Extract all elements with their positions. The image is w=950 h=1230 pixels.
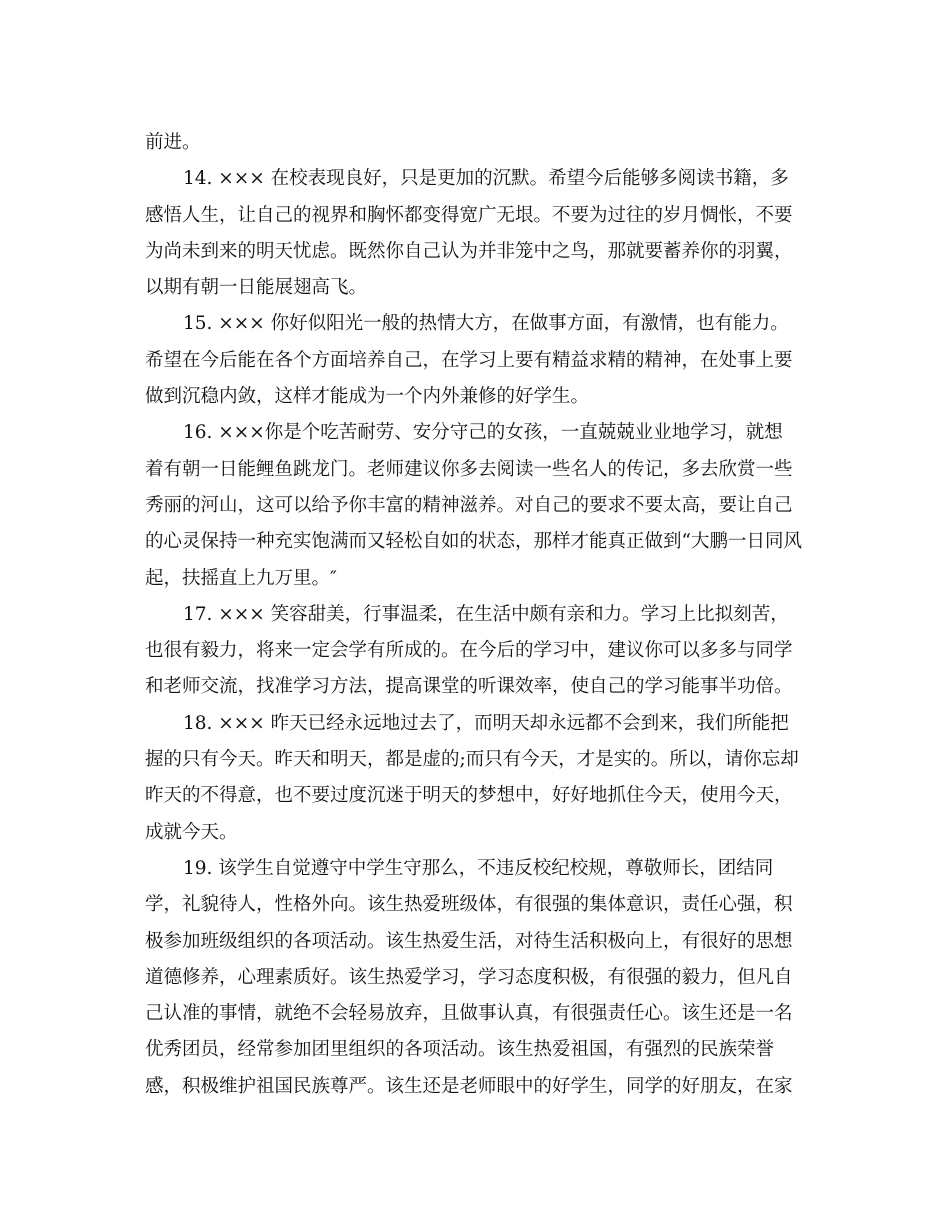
paragraph-first-line: 18. ××× 昨天已经永远地过去了，而明天却永远都不会到来，我们所能把 (183, 712, 789, 734)
paragraph-line: 极参加班级组织的各项活动。该生热爱生活，对待生活积极向上，有很好的思想 (145, 930, 793, 952)
paragraph-line: 的心灵保持一种充实饱满而又轻松自如的状态，那样才能真正做到“大鹏一日同风 (145, 531, 802, 553)
paragraph-line: 感，积极维护祖国民族尊严。该生还是老师眼中的好学生，同学的好朋友，在家 (145, 1075, 793, 1097)
paragraph-line: 感悟人生，让自己的视界和胸怀都变得宽广无垠。不要为过往的岁月惆怅，不要 (145, 204, 793, 226)
paragraph-first-line: 17. ××× 笑容甜美，行事温柔，在生活中颇有亲和力。学习上比拟刻苦， (183, 603, 789, 625)
paragraph-line: 希望在今后能在各个方面培养自己，在学习上要有精益求精的精神，在处事上要 (145, 349, 793, 371)
paragraph-first-line: 15. ××× 你好似阳光一般的热情大方，在做事方面，有激情，也有能力。 (183, 313, 789, 335)
paragraph-line: 昨天的不得意，也不要过度沉迷于明天的梦想中，好好地抓住今天，使用今天， (145, 785, 793, 807)
paragraph-line: 起，扶摇直上九万里。″ (145, 567, 337, 589)
paragraph-line: 做到沉稳内敛，这样才能成为一个内外兼修的好学生。 (145, 386, 590, 408)
document-body (145, 128, 810, 1108)
paragraph-line: 道德修养，心理素质好。该生热爱学习，学习态度积极，有很强的毅力，但凡自 (145, 966, 793, 988)
paragraph-line: 着有朝一日能鲤鱼跳龙门。老师建议你多去阅读一些名人的传记，多去欣赏一些 (145, 458, 793, 480)
paragraph-first-line: 16. ×××你是个吃苦耐劳、安分守己的女孩，一直兢兢业业地学习，就想 (183, 422, 783, 444)
paragraph-line: 也很有毅力，将来一定会学有所成的。在今后的学习中，建议你可以多多与同学 (145, 640, 793, 662)
paragraph-line: 前进。 (145, 132, 201, 153)
paragraph-line: 秀丽的河山，这可以给予你丰富的精神滋养。对自己的要求不要太高，要让自己 (145, 494, 793, 516)
paragraph-first-line: 14. ××× 在校表现良好，只是更加的沉默。希望今后能够多阅读书籍，多 (183, 168, 789, 190)
paragraph-line: 优秀团员，经常参加团里组织的各项活动。该生热爱祖国，有强烈的民族荣誉 (145, 1039, 775, 1061)
paragraph-line: 以期有朝一日能展翅高飞。 (145, 277, 368, 299)
paragraph-first-line: 19. 该学生自觉遵守中学生守那么，不违反校纪校规，尊敬师长，团结同 (183, 857, 774, 879)
paragraph-line: 握的只有今天。昨天和明天，都是虚的;而只有今天，才是实的。所以，请你忘却 (145, 749, 799, 771)
paragraph-line: 学，礼貌待人，性格外向。该生热爱班级体，有很强的集体意识，责任心强，积 (145, 894, 793, 916)
paragraph-line: 成就今天。 (145, 821, 238, 843)
paragraph-line: 为尚未到来的明天忧虑。既然你自己认为并非笼中之鸟，那就要蓄养你的羽翼， (145, 240, 793, 262)
paragraph-line: 和老师交流，找准学习方法，提高课堂的听课效率，使自己的学习能事半功倍。 (145, 676, 793, 698)
paragraph-line: 己认准的事情，就绝不会轻易放弃，且做事认真，有很强责任心。该生还是一名 (145, 1003, 793, 1025)
